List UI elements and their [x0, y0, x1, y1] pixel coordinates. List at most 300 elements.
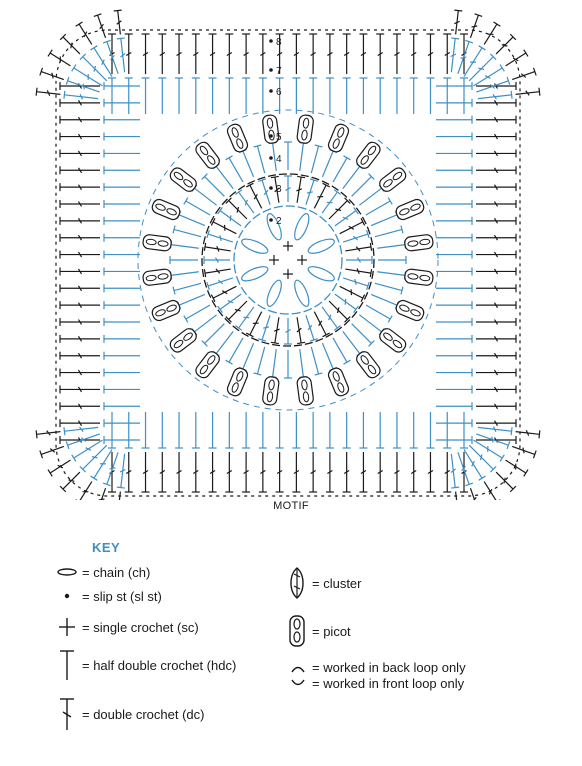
blue-stitch-top	[192, 78, 200, 114]
outer-stitch-top	[158, 34, 166, 74]
round-2-stitch	[207, 278, 233, 290]
round-start-slip-st	[269, 218, 273, 222]
corner-blue-stitch	[451, 38, 460, 72]
corner-black-stitch	[470, 14, 482, 38]
blue-stitch-bottom	[142, 412, 150, 448]
key-item-picot	[286, 614, 351, 648]
corner-blue-stitch	[458, 40, 473, 73]
blue-stitch-top	[209, 78, 217, 114]
key-title: KEY	[92, 540, 121, 555]
outer-stitch-bottom	[292, 452, 300, 492]
cluster-icon	[286, 566, 308, 600]
outer-stitch-right	[476, 301, 516, 309]
blue-stitch-top	[108, 78, 116, 114]
outer-stitch-top	[175, 34, 183, 74]
round-3-stitch	[333, 156, 350, 182]
outer-stitch-bottom	[192, 452, 200, 492]
round-2-stitch	[226, 198, 247, 219]
blue-stitch-left	[104, 284, 140, 292]
round-3-stitch	[177, 294, 204, 308]
blue-stitch-top	[225, 78, 233, 114]
blue-stitch-right	[436, 183, 472, 191]
key-item-cluster	[286, 566, 362, 600]
corner-black-stitch	[94, 14, 106, 38]
picot-mark	[142, 268, 172, 286]
cluster-mark	[292, 212, 312, 242]
round-3-stitch	[239, 343, 253, 370]
round-start-slip-st	[269, 89, 273, 93]
blue-stitch-right	[436, 200, 472, 208]
corner-blue-stitch	[458, 452, 473, 485]
round-start-slip-st	[269, 134, 273, 138]
round-3-stitch	[254, 145, 265, 173]
blue-stitch-top	[309, 78, 317, 114]
outer-stitch-left	[60, 99, 100, 107]
picot-mark	[142, 234, 172, 252]
round-2-stitch	[207, 230, 233, 242]
blue-stitch-right	[436, 369, 472, 377]
blue-stitch-left	[104, 166, 140, 174]
blue-stitch-left	[104, 267, 140, 275]
round-3-stitch	[170, 271, 198, 279]
blue-stitch-bottom	[192, 412, 200, 448]
round-3-stitch	[377, 271, 405, 279]
picot-mark	[377, 166, 408, 194]
blue-stitch-bottom	[410, 412, 418, 448]
round-3-stitch	[333, 338, 350, 364]
corner-black-stitch	[496, 472, 516, 492]
cluster-mark	[306, 264, 336, 284]
corner-blue-stitch	[64, 427, 98, 435]
outer-stitch-top	[292, 34, 300, 74]
outer-stitch-top	[125, 34, 133, 74]
round-2-stitch	[204, 243, 230, 252]
cluster-mark	[240, 264, 270, 284]
corner-blue-stitch	[476, 77, 509, 92]
corner-blue-stitch	[464, 449, 485, 480]
cluster-mark	[292, 278, 312, 308]
outer-stitch-top	[326, 34, 334, 74]
round-3-stitch	[173, 283, 201, 294]
outer-stitch-top	[309, 34, 317, 74]
blue-stitch-bottom	[426, 412, 434, 448]
outer-stitch-left	[60, 200, 100, 208]
corner-blue-stitch	[117, 38, 125, 72]
outer-stitch-left	[60, 183, 100, 191]
blue-stitch-left	[104, 82, 140, 90]
round-2-stitch	[204, 256, 230, 264]
round-3-stitch	[322, 149, 336, 176]
blue-stitch-right	[436, 217, 472, 225]
outer-stitch-right	[476, 200, 516, 208]
corner-blue-stitch	[476, 434, 509, 449]
outer-stitch-right	[476, 402, 516, 410]
blue-stitch-right	[436, 284, 472, 292]
round-2-stitch	[345, 268, 371, 277]
outer-stitch-bottom	[259, 452, 267, 492]
blue-stitch-top	[359, 78, 367, 114]
round-start-slip-st	[269, 156, 273, 160]
corner-blue-stitch	[103, 40, 118, 73]
outer-stitch-top	[359, 34, 367, 74]
picot-mark	[194, 140, 222, 171]
outer-stitch-right	[476, 234, 516, 242]
picot-mark	[327, 122, 351, 153]
blue-stitch-top	[443, 78, 451, 114]
round-2-stitch	[340, 286, 365, 301]
round-2-stitch	[271, 317, 280, 343]
blue-stitch-right	[436, 99, 472, 107]
outer-stitch-right	[476, 436, 516, 444]
round-3-stitch	[269, 349, 277, 377]
motif-caption: MOTIF	[273, 500, 309, 512]
outer-stitch-bottom	[309, 452, 317, 492]
half-double-crochet-icon	[56, 648, 78, 682]
round-3-stitch	[184, 305, 210, 322]
corner-blue-stitch	[478, 427, 512, 436]
corner-black-stitch	[48, 50, 70, 66]
outer-stitch-left	[60, 301, 100, 309]
chain-icon	[56, 564, 78, 580]
round-2-stitch	[226, 301, 247, 322]
blue-stitch-bottom	[292, 412, 300, 448]
round-3-stitch	[192, 185, 217, 205]
blue-stitch-bottom	[225, 412, 233, 448]
key-label-half-double-crochet: = half double crochet (hdc)	[82, 657, 237, 673]
key-item-back-loop	[288, 660, 466, 675]
round-2-stitch	[329, 198, 350, 219]
round-3-stitch	[311, 145, 322, 173]
blue-stitch-top	[158, 78, 166, 114]
round-3-stitch	[378, 256, 406, 264]
round-2-stitch	[329, 301, 350, 322]
outer-stitch-bottom	[209, 452, 217, 492]
key-item-half-double-crochet	[56, 648, 236, 682]
round-3-stitch	[239, 149, 253, 176]
blue-stitch-left	[104, 402, 140, 410]
corner-blue-stitch	[91, 46, 112, 77]
double-crochet-icon	[56, 696, 78, 732]
corner-black-stitch	[36, 430, 60, 438]
blue-stitch-top	[460, 78, 468, 114]
round-2-stitch	[297, 317, 305, 343]
round-3-stitch	[170, 241, 198, 249]
outer-stitch-right	[476, 369, 516, 377]
outer-stitch-bottom	[326, 452, 334, 492]
round-number-label: 8	[276, 37, 282, 48]
round-2-stitch	[314, 312, 329, 337]
round-3-stitch	[254, 347, 265, 375]
corner-blue-stitch	[66, 77, 99, 92]
round-3-stitch	[377, 241, 405, 249]
blue-stitch-left	[104, 419, 140, 427]
blue-stitch-bottom	[108, 412, 116, 448]
key-label-cluster: = cluster	[312, 575, 362, 591]
outer-stitch-top	[142, 34, 150, 74]
corner-black-stitch	[454, 492, 462, 500]
outer-stitch-bottom	[125, 452, 133, 492]
outer-stitch-bottom	[359, 452, 367, 492]
blue-stitch-left	[104, 200, 140, 208]
corner-black-stitch	[512, 68, 536, 80]
corner-black-stitch	[484, 482, 500, 500]
round-number-label: 3	[276, 184, 282, 195]
outer-stitch-bottom	[242, 452, 250, 492]
picot-mark	[226, 366, 250, 397]
blue-stitch-left	[104, 149, 140, 157]
outer-stitch-left	[60, 335, 100, 343]
round-3-stitch	[322, 343, 336, 370]
outer-stitch-top	[225, 34, 233, 74]
key-label-picot: = picot	[312, 623, 351, 639]
round-3-stitch	[226, 338, 243, 364]
outer-stitch-top	[343, 34, 351, 74]
outer-stitch-bottom	[175, 452, 183, 492]
corner-black-stitch	[76, 482, 92, 500]
corner-black-stitch	[60, 472, 80, 492]
round-3-stitch	[170, 256, 198, 264]
blue-stitch-left	[104, 301, 140, 309]
blue-stitch-left	[104, 318, 140, 326]
blue-stitch-bottom	[259, 412, 267, 448]
blue-stitch-top	[292, 78, 300, 114]
round-2-stitch	[340, 218, 365, 233]
corner-blue-stitch	[469, 54, 496, 81]
corner-black-stitch	[512, 446, 536, 458]
blue-stitch-bottom	[443, 412, 451, 448]
blue-stitch-left	[104, 99, 140, 107]
blue-stitch-bottom	[326, 412, 334, 448]
single-crochet-icon	[56, 616, 78, 638]
outer-stitch-right	[476, 267, 516, 275]
blue-stitch-bottom	[125, 412, 133, 448]
outer-stitch-top	[426, 34, 434, 74]
round-3-stitch	[343, 331, 363, 356]
key-label-chain: = chain (ch)	[82, 564, 151, 580]
round-3-stitch	[343, 164, 363, 189]
corner-black-stitch	[60, 34, 80, 54]
round-2-stitch	[306, 315, 318, 341]
outer-stitch-right	[476, 183, 516, 191]
picot-mark	[150, 198, 181, 222]
round-3-stitch	[359, 315, 384, 335]
round-3-stitch	[202, 324, 225, 347]
key-label-double-crochet: = double crochet (dc)	[82, 706, 205, 722]
blue-stitch-left	[104, 234, 140, 242]
round-3-stitch	[226, 156, 243, 182]
blue-stitch-right	[436, 149, 472, 157]
outer-stitch-right	[476, 352, 516, 360]
outer-stitch-top	[460, 34, 468, 74]
round-3-stitch	[352, 174, 375, 197]
round-3-stitch	[371, 294, 398, 308]
picot-mark	[354, 349, 382, 380]
round-3-stitch	[375, 283, 403, 294]
outer-stitch-bottom	[426, 452, 434, 492]
cluster-mark	[306, 236, 336, 256]
round-2-stitch	[246, 183, 261, 208]
corner-black-stitch	[506, 460, 528, 476]
blue-stitch-right	[436, 82, 472, 90]
cluster-mark	[264, 278, 284, 308]
outer-stitch-top	[410, 34, 418, 74]
outer-stitch-left	[60, 369, 100, 377]
outer-stitch-left	[60, 402, 100, 410]
corner-blue-stitch	[91, 449, 112, 480]
outer-stitch-left	[60, 352, 100, 360]
round-3-stitch	[202, 174, 225, 197]
blue-stitch-left	[104, 385, 140, 393]
round-3-stitch	[173, 226, 201, 237]
blue-stitch-bottom	[242, 412, 250, 448]
outer-stitch-bottom	[443, 452, 451, 492]
corner-blue-stitch	[464, 46, 485, 77]
blue-stitch-left	[104, 436, 140, 444]
corner-blue-stitch	[451, 454, 459, 488]
corner-blue-stitch	[72, 65, 103, 86]
blue-stitch-left	[104, 183, 140, 191]
blue-stitch-right	[436, 352, 472, 360]
outer-stitch-right	[476, 217, 516, 225]
outer-stitch-bottom	[142, 452, 150, 492]
blue-stitch-top	[125, 78, 133, 114]
outer-stitch-left	[60, 267, 100, 275]
outer-stitch-left	[60, 82, 100, 90]
outer-stitch-top	[376, 34, 384, 74]
blue-stitch-top	[376, 78, 384, 114]
blue-stitch-left	[104, 217, 140, 225]
round-start-slip-st	[269, 68, 273, 72]
blue-stitch-right	[436, 419, 472, 427]
blue-stitch-bottom	[276, 412, 284, 448]
blue-stitch-right	[436, 318, 472, 326]
blue-stitch-top	[426, 78, 434, 114]
blue-stitch-top	[393, 78, 401, 114]
outer-stitch-right	[476, 82, 516, 90]
corner-black-stitch	[40, 68, 64, 80]
blue-stitch-left	[104, 133, 140, 141]
blue-stitch-bottom	[309, 412, 317, 448]
round-3-stitch	[359, 185, 384, 205]
round-2-stitch	[314, 183, 329, 208]
outer-stitch-left	[60, 133, 100, 141]
blue-stitch-right	[436, 166, 472, 174]
round-3-stitch	[184, 198, 210, 215]
outer-stitch-bottom	[460, 452, 468, 492]
blue-stitch-right	[436, 301, 472, 309]
round-3-stitch	[366, 198, 392, 215]
round-number-label: 2	[276, 216, 282, 227]
picot-mark	[150, 299, 181, 323]
round-2-stitch	[346, 256, 372, 264]
outer-stitch-bottom	[225, 452, 233, 492]
key-label-front-loop: = worked in front loop only	[312, 676, 465, 691]
round-2-stitch	[345, 243, 371, 251]
corner-black-stitch	[114, 492, 122, 500]
blue-stitch-left	[104, 335, 140, 343]
outer-stitch-right	[476, 284, 516, 292]
blue-stitch-right	[436, 436, 472, 444]
picot-mark	[296, 376, 314, 406]
corner-blue-stitch	[473, 440, 504, 461]
round-2-stitch	[284, 318, 292, 344]
round-number-label: 7	[276, 66, 282, 77]
round-2-stitch	[258, 179, 270, 205]
outer-stitch-right	[476, 251, 516, 259]
picot-mark	[354, 140, 382, 171]
corner-black-stitch	[454, 10, 462, 34]
outer-stitch-top	[443, 34, 451, 74]
slip-stitch-icon	[56, 588, 78, 604]
blue-stitch-top	[410, 78, 418, 114]
picot-mark	[327, 366, 351, 397]
picot-mark	[226, 122, 250, 153]
round-1-chain-ring	[234, 206, 342, 314]
corner-blue-stitch	[80, 54, 107, 81]
key-label-single-crochet: = single crochet (sc)	[82, 619, 199, 635]
outer-stitch-left	[60, 116, 100, 124]
outer-stitch-right	[476, 99, 516, 107]
round-3-stitch	[213, 331, 233, 356]
outer-stitch-right	[476, 385, 516, 393]
key-item-chain	[56, 564, 150, 580]
round-number-label: 6	[276, 87, 282, 98]
blue-stitch-right	[436, 116, 472, 124]
blue-stitch-bottom	[460, 412, 468, 448]
corner-black-stitch	[40, 446, 64, 458]
outer-stitch-left	[60, 284, 100, 292]
round-2-stitch	[258, 315, 270, 341]
blue-stitch-left	[104, 251, 140, 259]
outer-stitch-bottom	[343, 452, 351, 492]
round-3-stitch	[284, 350, 292, 378]
outer-stitch-right	[476, 149, 516, 157]
outer-stitch-left	[60, 234, 100, 242]
blue-stitch-bottom	[393, 412, 401, 448]
blue-stitch-left	[104, 352, 140, 360]
round-3-stitch	[311, 347, 322, 375]
corner-blue-stitch	[64, 91, 98, 100]
blue-stitch-bottom	[209, 412, 217, 448]
round-3-stitch	[299, 349, 307, 377]
outer-stitch-left	[60, 436, 100, 444]
round-2-stitch	[211, 286, 236, 301]
outer-stitch-right	[476, 419, 516, 427]
outer-stitch-right	[476, 116, 516, 124]
corner-black-stitch	[496, 34, 516, 54]
blue-stitch-left	[104, 369, 140, 377]
round-3-stitch	[299, 142, 307, 170]
corner-blue-stitch	[478, 91, 512, 99]
picot-mark	[394, 198, 425, 222]
blue-stitch-top	[242, 78, 250, 114]
corner-blue-stitch	[80, 445, 107, 472]
outer-stitch-left	[60, 217, 100, 225]
blue-stitch-bottom	[343, 412, 351, 448]
outer-edge	[56, 30, 520, 496]
outer-stitch-top	[242, 34, 250, 74]
key-label-back-loop: = worked in back loop only	[312, 660, 466, 675]
key-label-slip-stitch: = slip st (sl st)	[82, 588, 162, 604]
outer-stitch-left	[60, 385, 100, 393]
round-2-stitch	[246, 312, 261, 337]
blue-stitch-top	[175, 78, 183, 114]
picot-mark	[262, 376, 280, 406]
corner-black-stitch	[470, 488, 482, 500]
blue-stitch-top	[343, 78, 351, 114]
key-item-front-loop	[288, 676, 464, 691]
round-2-stitch	[343, 278, 369, 290]
